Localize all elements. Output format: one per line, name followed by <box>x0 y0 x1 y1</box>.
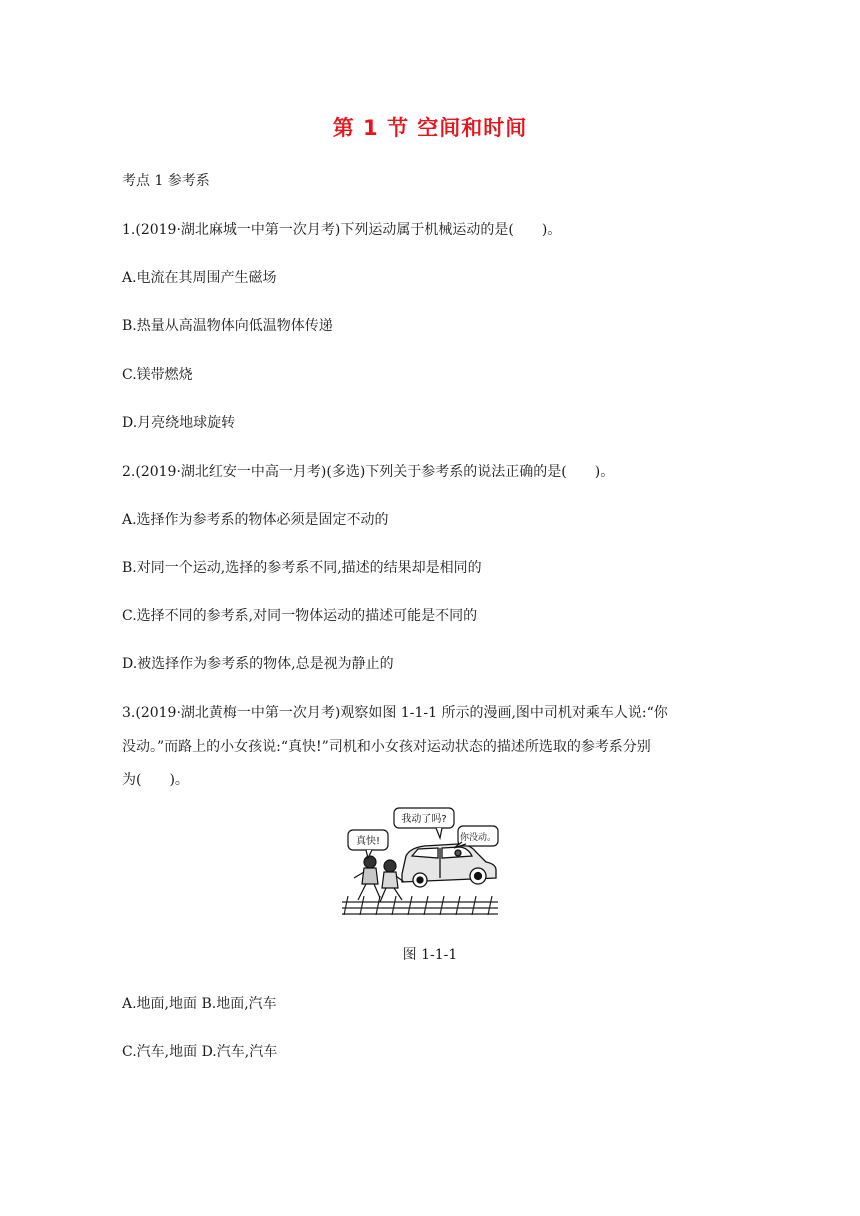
question-3-options-cd: C.汽车,地面 D.汽车,汽车 <box>122 1044 278 1060</box>
question-2-option-a: A.选择作为参考系的物体必须是固定不动的 <box>122 512 389 528</box>
road-grid <box>342 896 498 915</box>
bubble-text-girl: 真快! <box>355 836 381 847</box>
question-1-option-c: C.镁带燃烧 <box>122 367 193 383</box>
question-1-stem: 1.(2019·湖北麻城一中第一次月考)下列运动属于机械运动的是( )。 <box>122 222 562 238</box>
question-2-option-b: B.对同一个运动,选择的参考系不同,描述的结果却是相同的 <box>122 560 482 576</box>
figure-caption: 图 1-1-1 <box>402 947 458 963</box>
speech-bubble-passenger <box>394 808 454 838</box>
girls-running-icon <box>354 856 404 902</box>
bubble-text-passenger: 我动了吗? <box>401 814 447 825</box>
section-heading: 考点 1 参考系 <box>122 173 210 189</box>
question-1-option-a: A.电流在其周围产生磁场 <box>122 270 277 286</box>
question-1-option-b: B.热量从高温物体向低温物体传递 <box>122 318 333 334</box>
question-2-option-d: D.被选择作为参考系的物体,总是视为静止的 <box>122 656 394 672</box>
question-1-option-d: D.月亮绕地球旋转 <box>122 415 236 431</box>
question-3-stem-line-2: 没动。”而路上的小女孩说:“真快!”司机和小女孩对运动状态的描述所选取的参考系分别 <box>122 739 651 755</box>
cartoon-figure <box>340 804 500 916</box>
question-3-options-ab: A.地面,地面 B.地面,汽车 <box>122 996 277 1012</box>
car-icon <box>402 844 496 887</box>
question-2-option-c: C.选择不同的参考系,对同一物体运动的描述可能是不同的 <box>122 608 478 624</box>
question-3-stem-line-3: 为( )。 <box>122 772 189 788</box>
speech-bubble-driver <box>454 826 498 848</box>
bubble-text-driver: 你没动。 <box>459 833 497 843</box>
page-title: 第 1 节 空间和时间 <box>332 116 528 140</box>
question-2-stem: 2.(2019·湖北红安一中高一月考)(多选)下列关于参考系的说法正确的是( )。 <box>122 464 615 480</box>
question-3-stem-line-1: 3.(2019·湖北黄梅一中第一次月考)观察如图 1-1-1 所示的漫画,图中司机对乘车人说:“你 <box>122 705 668 721</box>
speech-bubble-girl <box>348 830 388 858</box>
